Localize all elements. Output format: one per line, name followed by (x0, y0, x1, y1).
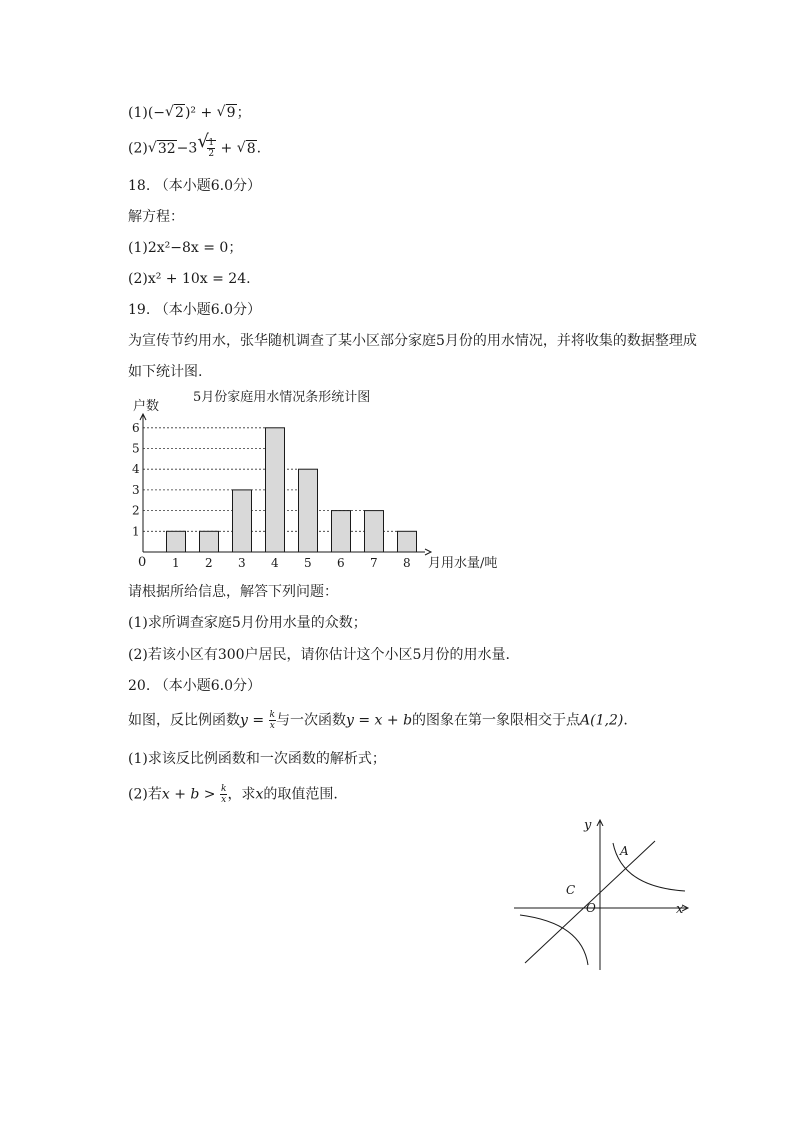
frac-denominator: 2 (208, 149, 215, 159)
y-tick-label-6: 6 (132, 420, 140, 435)
q20-p2-c: 的取值范围. (263, 786, 338, 803)
graph-point-a-label: A (620, 844, 629, 858)
y-tick-label-3: 3 (132, 482, 140, 497)
x-tick-label-1: 1 (172, 556, 180, 570)
bar-1 (167, 531, 186, 552)
q20-p2-var: x (255, 786, 264, 803)
q17-p2-prefix: (2) (128, 140, 148, 157)
function-graph (510, 815, 695, 975)
chart-title: 5月份家庭用水情况条形统计图 (193, 390, 371, 405)
y-tick-label-4: 4 (132, 462, 140, 477)
frac-numerator: 1 (208, 138, 215, 148)
q17-part1 (128, 103, 251, 123)
graph-x-label: x (676, 902, 684, 917)
q19-after-chart: 请根据所给信息，解答下列问题： (128, 584, 338, 600)
bar-8 (398, 531, 417, 552)
graph-y-label: y (584, 818, 592, 833)
chart-y-axis-label: 户数 (133, 399, 160, 414)
q18-part1: (1)2x²−8x = 0； (128, 240, 243, 256)
q17-p1-end: ； (236, 105, 251, 121)
sqrt-2: √ 2 (165, 104, 184, 121)
q19-part1: (1)求所调查家庭5月份用水量的众数； (128, 615, 367, 631)
x-tick-label-6: 6 (337, 556, 345, 570)
water-usage-bar-chart (128, 382, 518, 577)
q18-header: 18. （本小题6.0分） (128, 178, 261, 194)
q18-instruction: 解方程： (128, 209, 184, 225)
q20-part2 (128, 784, 338, 805)
y-tick-label-1: 1 (132, 524, 140, 539)
q20-p2-a: (2)若 (128, 786, 162, 803)
q17-p2-mid: −3 (176, 140, 198, 157)
q19-intro-line2: 如下统计图. (128, 364, 203, 380)
y-tick-label-5: 5 (132, 441, 140, 456)
graph-origin-label: O (586, 901, 596, 915)
q19-intro-line1: 为宣传节约用水，张华随机调查了某小区部分家庭5月份的用水情况，并将收集的数据整理成 (128, 333, 697, 349)
q20-intro-end: . (623, 712, 628, 729)
radicand-9: 9 (226, 105, 236, 121)
q20-intro-b: 与一次函数 (276, 712, 347, 729)
bar-2 (200, 531, 219, 552)
q17-p1-prefix: (1)(− (128, 105, 166, 121)
frac-k-2: k (220, 784, 227, 794)
q20-p2-b: ，求 (227, 786, 256, 803)
q17-p2-end: . (256, 140, 262, 157)
frac-x-2: x (221, 795, 227, 805)
q19-header: 19. （本小题6.0分） (128, 302, 261, 318)
q18-part2: (2)x² + 10x = 24. (128, 271, 251, 287)
chart-origin-label: 0 (138, 555, 147, 570)
q19-part2: (2)若该小区有300户居民，请你估计这个小区5月份的用水量. (128, 647, 510, 663)
q20-p2-ineq: x + b > (161, 786, 220, 803)
x-tick-label-5: 5 (304, 556, 312, 570)
sqrt-8: √ 8 (236, 139, 256, 157)
radicand-8: 8 (246, 140, 256, 157)
q17-part2 (128, 131, 262, 159)
x-tick-label-8: 8 (403, 556, 411, 570)
q20-intro-a: 如图，反比例函数 (128, 712, 240, 729)
bar-4 (266, 428, 285, 552)
sqrt-32: √ 32 (147, 139, 176, 157)
bar-5 (299, 469, 318, 552)
radicand-2: 2 (175, 105, 184, 121)
q17-p2-plus: + (216, 140, 237, 157)
x-tick-label-2: 2 (205, 556, 213, 570)
bar-7 (365, 511, 384, 552)
x-tick-label-7: 7 (370, 556, 378, 570)
bar-3 (233, 490, 252, 552)
fraction-k-over-x (269, 710, 276, 731)
q20-intro (128, 710, 628, 731)
bar-6 (332, 511, 351, 552)
chart-x-axis-label: 月用水量/吨 (428, 556, 498, 571)
q20-intro-y: y = (240, 712, 269, 729)
frac-x: x (269, 721, 275, 731)
q20-point-a: A(1,2) (580, 712, 624, 729)
sqrt-9: √ 9 (216, 104, 236, 121)
graph-point-c-label: C (566, 883, 576, 897)
y-tick-label-2: 2 (132, 503, 140, 518)
q20-linear-eq: y = x + b (346, 712, 413, 729)
q20-header: 20. （本小题6.0分） (128, 678, 261, 694)
q20-part1: (1)求该反比例函数和一次函数的解析式； (128, 751, 386, 767)
q17-p1-mid: )² + (184, 105, 217, 121)
x-tick-label-4: 4 (271, 556, 279, 570)
sqrt-half: √ $\frac{1}{2}$ (197, 131, 215, 159)
radicand-32: 32 (157, 140, 176, 157)
q20-intro-c: 的图象在第一象限相交于点 (412, 712, 581, 729)
frac-k: k (269, 710, 276, 720)
x-axis-arrow (425, 549, 431, 555)
x-tick-label-3: 3 (238, 556, 246, 570)
